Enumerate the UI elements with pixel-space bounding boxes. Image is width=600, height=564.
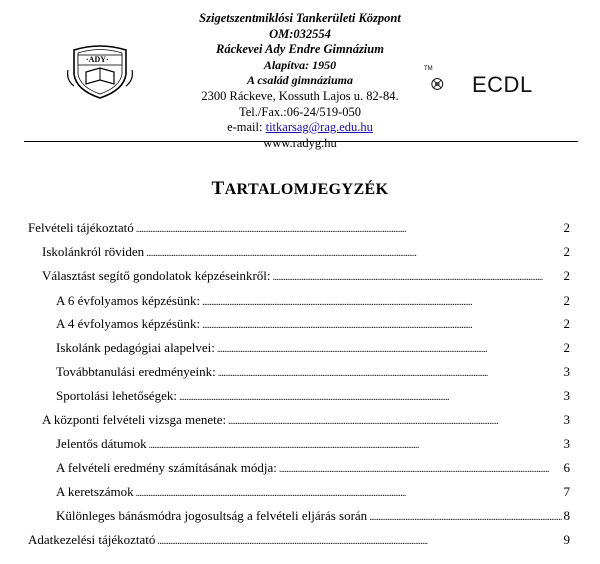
toc-entry[interactable]: A 6 évfolyamos képzésünk: . . . 2 — [56, 293, 570, 311]
toc-entry[interactable]: Továbbtanulási eredményeink: . . . 3 — [56, 364, 570, 382]
email-label: e-mail: — [227, 120, 266, 135]
om-number: OM:032554 — [269, 26, 331, 41]
phone-fax: Tel./Fax.:06-24/519-050 — [238, 104, 362, 119]
email-link[interactable]: titkarsag@rag.edu.hu — [265, 120, 373, 135]
ecdl-wordmark: ECDL — [472, 72, 533, 97]
motto: A család gimnáziuma — [246, 73, 354, 88]
toc-entry[interactable]: A központi felvételi vizsga menete: . . . 3 — [42, 412, 570, 430]
founded: Alapítva: 1950 — [263, 57, 337, 72]
email-line — [150, 120, 450, 136]
toc-entry[interactable]: Választást segítő gondolatok képzéseinkről: . . . 2 — [42, 268, 570, 286]
toc-entry[interactable]: Különleges bánásmódra jogosultság a felvételi eljárás során . . . 8 — [56, 508, 570, 526]
toc-entry[interactable]: A keretszámok . . . 7 — [56, 484, 570, 502]
toc-entry[interactable]: Sportolási lehetőségek: . . . 3 — [56, 388, 570, 406]
school-name: Ráckevei Ady Endre Gimnázium — [216, 42, 384, 57]
address: 2300 Ráckeve, Kossuth Lajos u. 82-84. — [201, 88, 399, 103]
letterhead — [0, 0, 600, 150]
toc-title — [0, 178, 600, 200]
toc-title-initial: T — [211, 178, 225, 199]
toc-title-rest: ARTALOMJEGYZÉK — [224, 181, 389, 198]
header-divider — [24, 141, 578, 142]
toc-entry[interactable]: Jelentős dátumok . . . 3 — [56, 436, 570, 454]
toc-entry[interactable]: A 4 évfolyamos képzésünk: . . . 2 — [56, 316, 570, 334]
district-name: Szigetszentmiklósi Tankerületi Központ — [199, 11, 401, 25]
trademark-mark: TM — [424, 66, 433, 72]
toc-entry[interactable]: Iskolánk pedagógiai alapelvei: . . . 2 — [56, 340, 570, 358]
institution-details — [150, 11, 450, 151]
crest-lettering: ·ADY· — [86, 55, 109, 64]
toc-entry[interactable]: Felvételi tájékoztató . . . 2 — [28, 220, 570, 238]
website: www.radyg.hu — [263, 135, 337, 150]
school-crest-icon — [64, 40, 136, 100]
ecdl-logo-icon — [430, 66, 470, 102]
toc-entry[interactable]: Adatkezelési tájékoztató . . . 9 — [28, 532, 570, 550]
toc-entry[interactable]: Iskolánkról röviden . . . 2 — [42, 244, 570, 262]
toc-entry[interactable]: A felvételi eredmény számításának módja: . . . 6 — [56, 460, 570, 478]
